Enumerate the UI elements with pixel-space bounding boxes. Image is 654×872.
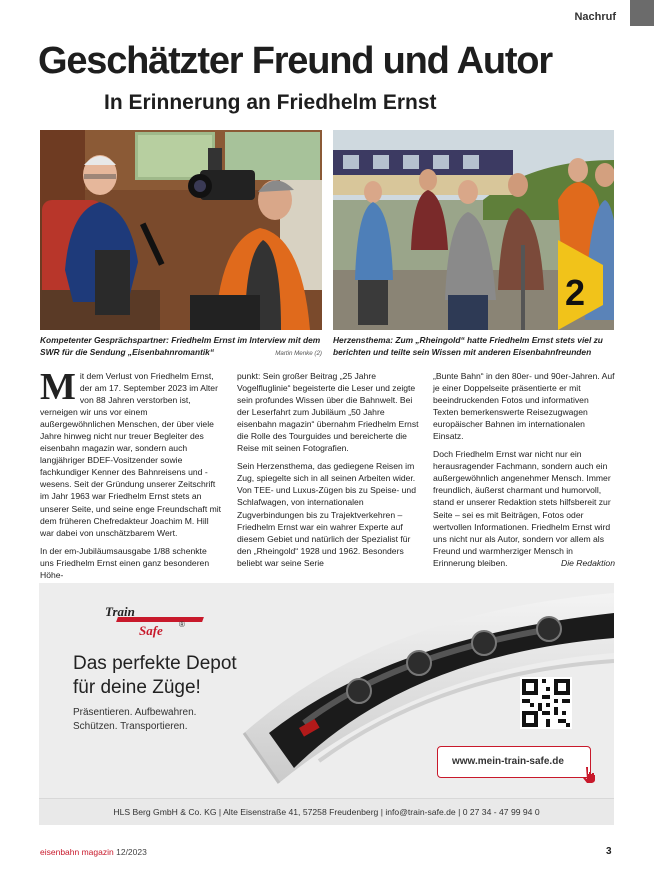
paragraph <box>40 366 222 539</box>
svg-text:2: 2 <box>565 272 586 313</box>
train-safe-logo <box>99 605 219 640</box>
ad-footer-contact: HLS Berg GmbH & Co. KG | Alte Eisenstraße 41, 57258 Freudenberg | info@train-safe.de | 0 27 34 - 47 99 94 0 <box>39 798 614 825</box>
logo-text-train: Train <box>105 604 135 619</box>
paragraph-text: Doch Friedhelm Ernst war nicht nur ein herausragender Fachmann, sondern auch ein außergewöhnlich angenehmer Mensch. Immer freundlich, äußerst charmant und humorvoll, stand er unserer Redaktion stets hilfsbereit zur Seite – sei es mit Beiträgen, Fotos oder wertvollen Informationen. Friedhelm Ernst wird uns nicht nur als Autor, sondern vor allem als Freund und warmherziger Mensch in Erinnerung bleiben. <box>433 449 611 568</box>
photo1-credit: Martin Menke (2) <box>275 350 322 357</box>
photo-interview <box>40 130 322 330</box>
url-text: www.mein-train-safe.de <box>452 756 564 767</box>
drop-cap: M <box>40 366 76 408</box>
ad-headline-1: Das perfekte Depot <box>73 653 237 674</box>
ad-tagline-2: Schützen. Transportieren. <box>73 721 188 732</box>
photo1-caption-text: Kompetenter Gesprächspartner: Friedhelm Ernst im Interview mit dem SWR für die Sendung „Eisenbahnromantik“ <box>40 335 321 357</box>
section-label: Nachruf <box>574 11 616 23</box>
magazine-footer <box>40 847 147 857</box>
paragraph <box>433 448 615 568</box>
paragraph: „Bunte Bahn“ in den 80er- und 90er-Jahren. Auf je einer Doppelseite präsentierte er mit beeindruckenden Fotos und informativen Texten bemerkenswerte Reisezugwagen europäischer Bahnen im internationalen Einsatz. <box>433 371 615 442</box>
article-subtitle: In Erinnerung an Friedhelm Ernst <box>104 91 437 114</box>
qr-code[interactable] <box>520 677 572 729</box>
paragraph: Sein Herzensthema, das gediegene Reisen im Zug, spiegelte sich in all seinen Arbeiten wider. Von TEE- und Luxus-Zügen bis zu Speise- und Schlafwagen, von internationalen Zugverbindungen bis zu Trajektverkehren – Friedhelm Ernst war ein wahrer Experte auf diesem Gebiet und natürlich der Spezialist für den „Rheingold“ 1928 und 1962. Besonders beliebt war seine Serie <box>237 461 416 568</box>
section-marker-bar <box>630 0 654 26</box>
ad-headline-2: für deine Züge! <box>73 677 201 698</box>
photo-rheingold-group <box>333 130 614 330</box>
issue-number: 12/2023 <box>116 847 147 857</box>
signature: Die Redaktion <box>561 557 615 568</box>
article-column-3 <box>433 370 615 575</box>
article-column-1 <box>40 366 222 587</box>
photo2-caption: Herzensthema: Zum „Rheingold“ hatte Friedhelm Ernst stets viel zu berichten und teilte sein Wissen mit anderen Eisenbahnfreunden <box>333 335 603 357</box>
paragraph-text: it dem Verlust von Friedhelm Ernst, der am 17. September 2023 im Alter von 88 Jahren verstorben ist, verneigen wir uns vor einem außergewöhnlichen Menschen, der über viele Jahre hinweg nicht nur treuer Begleiter des eisenbahn magazin war, sondern auch langjähriger BDEF-Vositzender sowie fachkundiger Kenner des Bahnreisens und -wesens. Seit der Gründung unserer Zeitschrift im Jahr 1963 war Friedhelm Ernst stets an unserer Seite, und seine enge Freundschaft mit dem früheren Chefredakteur Joachim M. Hill war dabei von unschätzbarem Wert. <box>40 371 222 538</box>
url-banner[interactable] <box>437 746 591 778</box>
logo-text-safe: Safe <box>139 623 163 638</box>
page-number: 3 <box>606 846 612 857</box>
magazine-name: eisenbahn magazin <box>40 847 114 857</box>
article-column-2 <box>237 370 419 575</box>
article-title: Geschätzter Freund und Autor <box>38 40 552 82</box>
advertisement-train-safe[interactable] <box>39 583 614 825</box>
photo1-caption <box>40 334 322 360</box>
logo-registered: ® <box>179 620 185 629</box>
paragraph: In der em-Jubiläumsausgabe 1/88 schenkte uns Friedhelm Ernst einen ganz besonderen Höhe- <box>40 545 210 580</box>
pointer-hand-icon <box>580 765 598 783</box>
ad-tagline-1: Präsentieren. Aufbewahren. <box>73 707 197 718</box>
paragraph: punkt: Sein großer Beitrag „25 Jahre Vogelfluglinie“ begeisterte die Leser und zeigte sein profundes Wissen über die Bahnwelt. Bei der Leserfahrt zum Jubiläum „50 Jahre eisenbahn magazin“ übernahm Friedhelm Ernst die Rolle des Tourguides und bereicherte die Reise mit seinen Fotografien. <box>237 371 419 454</box>
